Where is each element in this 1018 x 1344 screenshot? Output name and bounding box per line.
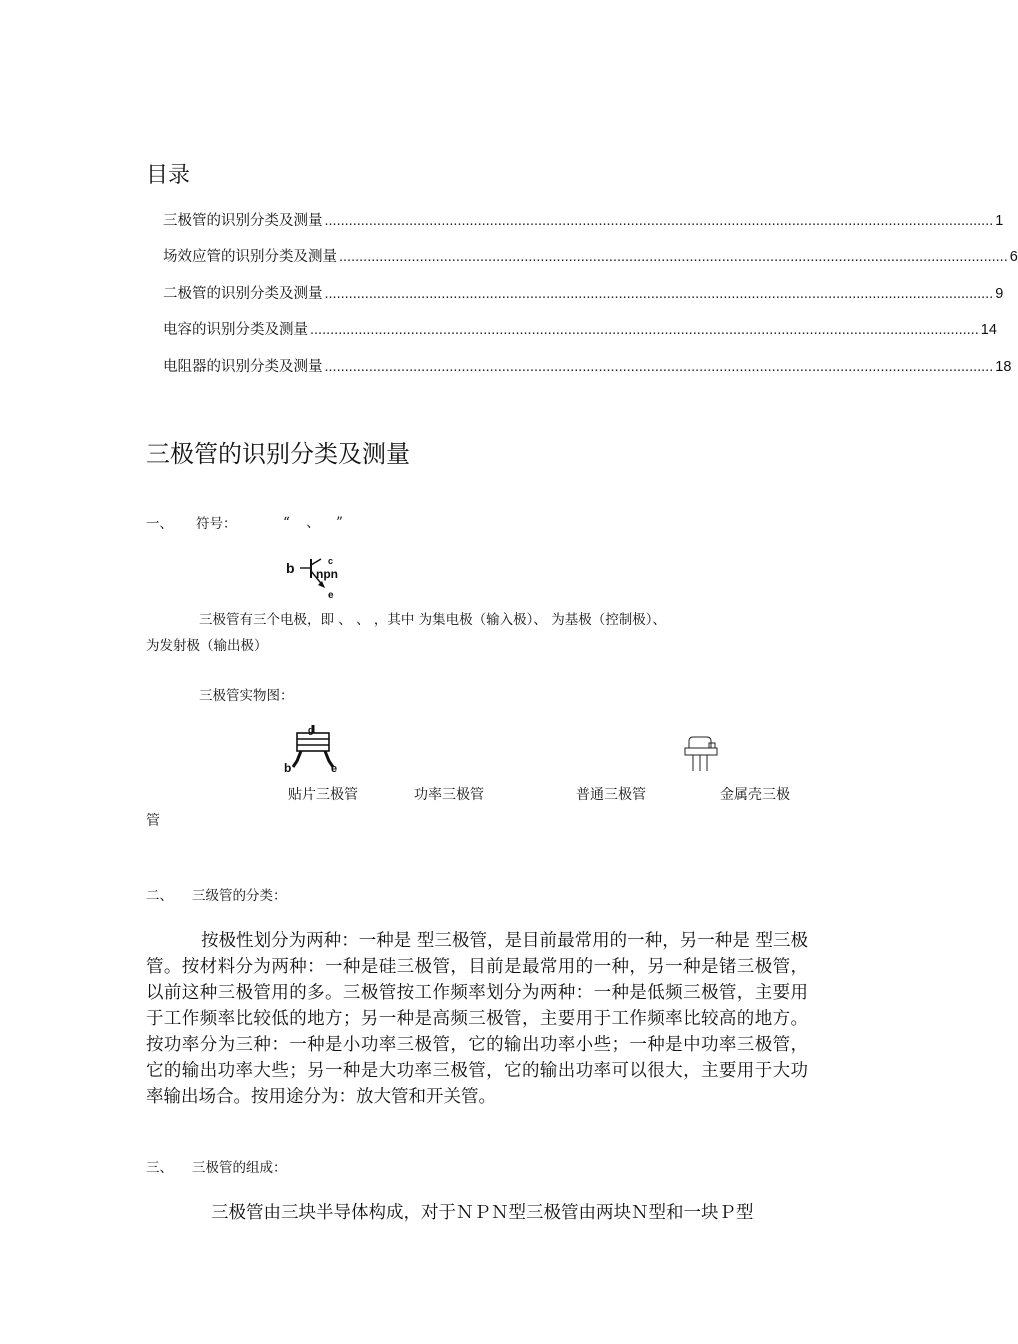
section-title: 三极管的识别分类及测量 (146, 440, 410, 468)
section-1-number: 一、 (146, 516, 173, 532)
toc-title: 目录 (146, 163, 191, 188)
toc-entry[interactable] (163, 245, 1018, 266)
smd-transistor-icon (284, 723, 344, 775)
toc-entry-page: 14 (980, 322, 997, 338)
symbol-label-npn: npn (316, 567, 338, 581)
toc-entry-page: 9 (995, 286, 1004, 302)
toc-entry-text: 三极管的识别分类及测量 (163, 213, 323, 229)
symbol-label-b: b (286, 560, 295, 576)
toc-leader: ...................................................................................................................................................................... (324, 286, 994, 302)
npn-transistor-symbol-icon (284, 554, 346, 600)
symbol-label-e: e (328, 590, 334, 601)
toc-entry[interactable] (163, 209, 1004, 230)
symbol-quotes: “ 、 ” (283, 515, 349, 531)
symbol-label-c: c (328, 556, 334, 566)
section-3-label: 三极管的组成： (192, 1160, 287, 1176)
toc-entry[interactable] (163, 282, 1004, 303)
toc-entry-page: 1 (995, 213, 1004, 229)
toc-leader: ...................................................................................................................................................................... (324, 213, 994, 229)
smd-label-e: e (331, 763, 338, 775)
toc-entry-text: 电阻器的识别分类及测量 (163, 359, 323, 375)
caption-power: 功率三极管 (414, 787, 484, 803)
toc-leader: ...................................................................................................................................................................... (339, 249, 1008, 265)
toc-entry-text: 二极管的识别分类及测量 (163, 286, 323, 302)
caption-wrap: 管 (146, 813, 160, 829)
section-2-label: 三级管的分类： (192, 888, 287, 904)
caption-metal-can: 金属壳三极 (720, 787, 790, 803)
toc-entry-page: 18 (995, 359, 1012, 375)
toc-leader: ...................................................................................................................................................................... (324, 359, 994, 375)
toc-entry[interactable] (163, 318, 997, 339)
toc-leader: ...................................................................................................................................................................... (310, 322, 979, 338)
section-1-label: 符号： (196, 516, 237, 532)
composition-paragraph: 三极管由三块半导体构成，对于ＮＰＮ型三极管由两块Ｎ型和一块Ｐ型 (211, 1203, 754, 1223)
electrode-desc-line2: 为发射极（输出极） (146, 638, 268, 654)
smd-label-b: b (284, 761, 292, 775)
classification-paragraph: 按极性划分为两种：一种是 型三极管，是目前最常用的一种，另一种是 型三极管。按材料分为两种：一种是硅三极管，目前是最常用的一种，另一种是锗三极管，以前这种三极管用的多。三极管按工作频率划分为两种：一种是低频三极管，主要用于工作频率比较低的地方；另一种是高频三极管，主要用于工作频率比较高的地方。按功率分为三种：一种是小功率三极管，它的输出功率小些；一种是中功率三极管，它的输出功率大些；另一种是大功率三极管，它的输出功率可以很大，主要用于大功率输出场合。按用途分为：放大管和开关管。 (146, 931, 808, 1107)
section-3-number: 三、 (146, 1160, 173, 1176)
photo-label: 三极管实物图： (199, 688, 294, 704)
section-2-number: 二、 (146, 888, 173, 904)
metal-can-transistor-icon (682, 734, 720, 774)
caption-smd: 贴片三极管 (288, 787, 358, 803)
toc-entry-page: 6 (1009, 249, 1018, 265)
toc-entry[interactable] (163, 355, 1012, 376)
caption-normal: 普通三极管 (576, 787, 646, 803)
toc-entry-text: 电容的识别分类及测量 (163, 322, 308, 338)
toc-entry-text: 场效应管的识别分类及测量 (163, 249, 337, 265)
smd-label-g: g (308, 725, 314, 735)
electrode-desc-line1: 三极管有三个电极，即 、 、 ，其中 为集电极（输入极）、 为基极（控制极）、 (199, 612, 666, 628)
